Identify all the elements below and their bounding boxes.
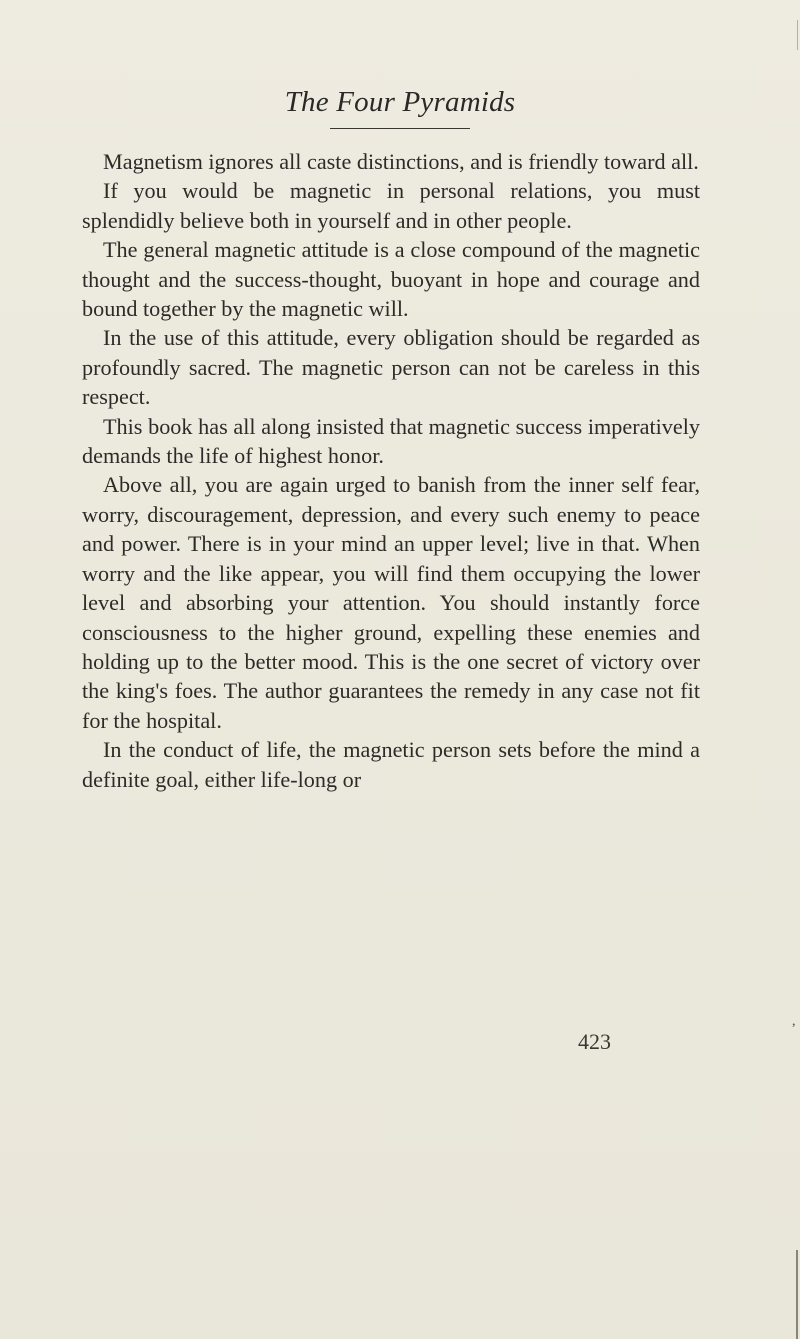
margin-speck: ,	[792, 1014, 796, 1029]
page-edge-mark	[797, 20, 798, 50]
paragraph: If you would be magnetic in personal relations, you must splendidly believe both in yourself and in other people.	[82, 178, 700, 233]
paragraph: Magnetism ignores all caste distinctions, and is friendly toward all.	[103, 149, 699, 174]
paragraph: Above all, you are again urged to banish from the inner self fear, worry, discouragement, depression, and every such enemy to peace and power. There is in your mind an upper level; live in that. When worry and the like appear, you will find them occupying the lower level and absorbing your attention. You should instantly force consciousness to the higher ground, expelling these enemies and holding up to the better mood. This is the one secret of victory over the king's foes. The author guarantees the remedy in any case not fit for the hospital.	[82, 472, 700, 733]
paragraph: The general magnetic attitude is a close compound of the magnetic thought and the success-thought, buoyant in hope and courage and bound together by the magnetic will.	[82, 237, 700, 322]
running-title: The Four Pyramids	[284, 86, 516, 118]
paragraph: In the conduct of life, the magnetic person sets before the mind a definite goal, either life-long or	[82, 737, 700, 792]
page-edge-shadow	[796, 1250, 798, 1339]
paragraph: This book has all along insisted that magnetic success imperatively demands the life of highest honor.	[82, 413, 700, 469]
page-number: 423	[578, 1029, 611, 1054]
header-rule	[330, 128, 470, 129]
page-header	[0, 84, 800, 129]
paragraph: In the use of this attitude, every obligation should be regarded as profoundly sacred. The magnetic person can not be careless in this respect.	[82, 325, 700, 410]
body-text	[82, 147, 700, 794]
